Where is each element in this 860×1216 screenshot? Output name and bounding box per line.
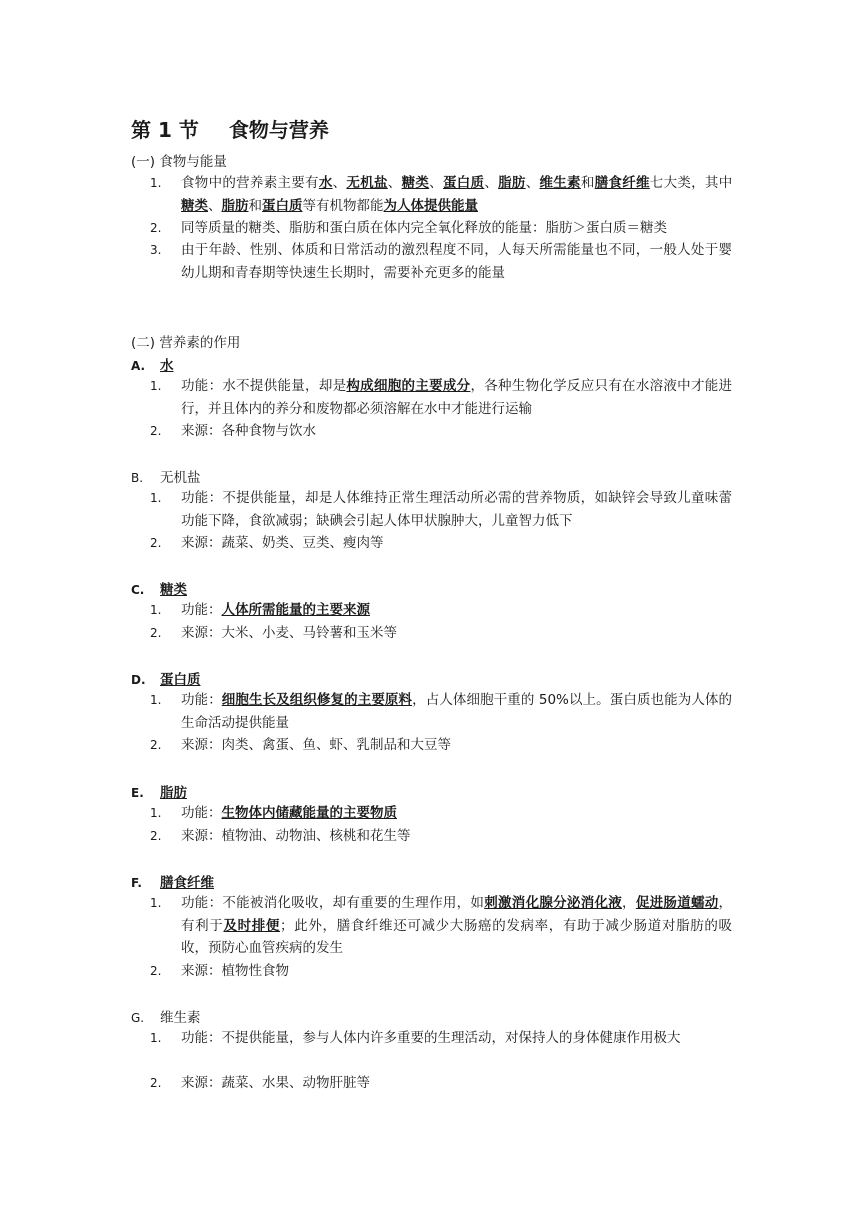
text-segment: 功能：不提供能量，却是人体维持正常生理活动所必需的营养物质，如缺锌会导致儿童味蕾功能下降，食欲减弱；缺碘会引起人体甲状腺肿大，儿童智力低下: [181, 490, 732, 529]
group-letter: G.: [131, 1011, 145, 1025]
group-letter: F.: [131, 876, 142, 890]
keyword-text: 细胞生长及组织修复的主要原料: [221, 692, 413, 708]
text-segment: 功能：水不提供能量，却是: [181, 378, 347, 394]
text-segment: 来源：植物油、动物油、核桃和花生等: [181, 828, 411, 844]
item-number: 1.: [150, 806, 162, 820]
item-text: [181, 239, 732, 284]
item-text: [181, 420, 732, 443]
text-segment: 和: [580, 175, 595, 191]
vitamins-function-item: [150, 1027, 732, 1050]
text-segment: 、: [208, 197, 222, 214]
item-text: [181, 825, 732, 848]
section-title-text: 食物与营养: [228, 118, 329, 142]
keyword-text: 生物体内储藏能量的主要物质: [221, 805, 397, 821]
item-text: [181, 172, 732, 217]
text-segment: ，各种生物化学反应只有在水溶液中才能进行，并且体内的养分和废物都必须溶解在水中才能进行运输: [181, 378, 733, 417]
item-number: 2.: [150, 536, 162, 550]
keyword-text: 为人体提供能量: [383, 197, 478, 214]
part1-item-1: [150, 172, 732, 217]
text-segment: 功能：不能被消化吸收，却有重要的生理作用，如: [181, 895, 485, 911]
item-text: [181, 734, 732, 757]
item-text: [181, 1027, 732, 1050]
item-number: 1.: [150, 491, 162, 505]
text-segment: 由于年龄、性别、体质和日常活动的激烈程度不同，人每天所需能量也不同，一般人处于婴幼儿期和青春期等快速生长期时，需要补充更多的能量: [181, 242, 732, 281]
group-heading-carbohydrates: [131, 578, 187, 598]
minerals-function-item: [150, 487, 732, 532]
group-heading-water: [131, 354, 174, 374]
fat-function-item: [150, 802, 732, 825]
text-segment: 来源：蔬菜、水果、动物肝脏等: [181, 1075, 370, 1091]
item-number: 1.: [150, 603, 162, 617]
item-text: [181, 622, 732, 645]
part2-heading: (二) 营养素的作用: [131, 335, 241, 351]
text-segment: 等有机物都能: [302, 197, 384, 214]
minerals-source-item: [150, 532, 732, 555]
keyword-text: 糖类: [181, 197, 208, 214]
fiber-source-item: [150, 960, 732, 983]
text-segment: 、: [484, 175, 499, 191]
text-segment: 同等质量的糖类、脂肪和蛋白质在体内完全氧化释放的能量：脂肪＞蛋白质＝糖类: [181, 220, 667, 236]
text-segment: ，: [622, 895, 636, 911]
item-text: [181, 689, 732, 734]
keyword-text: 人体所需能量的主要来源: [221, 602, 370, 618]
keyword-text: 及时排便: [223, 917, 281, 934]
item-number: 1.: [150, 379, 162, 393]
text-segment: 、: [429, 175, 443, 191]
item-number: 2.: [150, 738, 162, 752]
group-letter: B.: [131, 471, 144, 485]
keyword-text: 蛋白质: [442, 175, 485, 191]
item-text: [181, 802, 732, 825]
keyword-text: 糖类: [401, 175, 430, 191]
item-text: [181, 1072, 732, 1095]
item-number: 2.: [150, 626, 162, 640]
text-segment: 功能：: [181, 692, 222, 708]
group-letter: A.: [131, 359, 146, 373]
group-label: 膳食纤维: [160, 875, 214, 891]
item-number: 1.: [150, 693, 162, 707]
text-segment: 来源：蔬菜、奶类、豆类、瘦肉等: [181, 535, 384, 551]
section-title: [131, 114, 329, 143]
item-number: 1.: [150, 896, 162, 910]
item-text: [181, 892, 732, 960]
group-label: 蛋白质: [160, 672, 201, 688]
carbohydrates-function-item: [150, 599, 732, 622]
group-letter: D.: [131, 673, 146, 687]
fat-source-item: [150, 825, 732, 848]
text-segment: 、: [525, 175, 540, 191]
item-text: [181, 599, 732, 622]
section-number: 第 1 节: [131, 118, 199, 142]
keyword-text: 刺激消化腺分泌消化液: [484, 895, 623, 911]
text-segment: 来源：各种食物与饮水: [181, 423, 316, 439]
item-number: 2.: [150, 221, 162, 235]
group-label: 无机盐: [160, 470, 201, 486]
keyword-text: 膳食纤维: [594, 175, 650, 191]
group-label: 脂肪: [160, 785, 187, 801]
text-segment: 、: [332, 175, 347, 191]
part1-item-3: [150, 239, 732, 284]
fiber-function-item: [150, 892, 732, 960]
item-text: [181, 217, 732, 240]
group-heading-fiber: [131, 871, 214, 891]
item-number: 2.: [150, 829, 162, 843]
group-heading-protein: [131, 668, 201, 688]
group-label: 维生素: [160, 1010, 201, 1026]
keyword-text: 脂肪: [498, 175, 526, 191]
keyword-text: 无机盐: [346, 175, 388, 191]
item-number: 2.: [150, 424, 162, 438]
group-letter: C.: [131, 583, 145, 597]
item-number: 3.: [150, 243, 162, 257]
text-segment: 功能：: [181, 805, 222, 821]
carbohydrates-source-item: [150, 622, 732, 645]
part1-item-2: [150, 217, 732, 240]
group-heading-minerals: [131, 466, 201, 486]
item-text: [181, 532, 732, 555]
water-function-item: [150, 375, 732, 420]
group-label: 糖类: [160, 582, 187, 598]
item-number: 2.: [150, 1076, 162, 1090]
keyword-text: 构成细胞的主要成分: [346, 378, 471, 394]
item-number: 2.: [150, 964, 162, 978]
text-segment: ，有利于: [181, 895, 733, 934]
text-segment: 和: [248, 197, 262, 214]
text-segment: 功能：: [181, 602, 222, 618]
keyword-text: 维生素: [539, 175, 581, 191]
text-segment: 来源：植物性食物: [181, 963, 289, 979]
vitamins-source-item: [150, 1072, 732, 1095]
item-text: [181, 375, 732, 420]
text-segment: 来源：肉类、禽蛋、鱼、虾、乳制品和大豆等: [181, 737, 451, 753]
item-text: [181, 960, 732, 983]
protein-source-item: [150, 734, 732, 757]
text-segment: 七大类，其中: [649, 175, 733, 191]
item-number: 1.: [150, 176, 162, 190]
text-segment: 食物中的营养素主要有: [181, 175, 319, 191]
group-heading-fat: [131, 781, 187, 801]
item-number: 1.: [150, 1031, 162, 1045]
item-text: [181, 487, 732, 532]
group-heading-vitamins: [131, 1006, 201, 1026]
keyword-text: 促进肠道蠕动: [635, 895, 719, 911]
text-segment: ；此外，膳食纤维还可减少大肠癌的发病率，有助于减少肠道对脂肪的吸收，预防心血管疾病的发生: [181, 917, 733, 956]
keyword-text: 脂肪: [221, 197, 249, 214]
group-label: 水: [160, 358, 174, 374]
text-segment: ，占人体细胞干重的 50%以上。蛋白质也能为人体的生命活动提供能量: [181, 692, 733, 731]
part1-heading: (一) 食物与能量: [131, 154, 227, 170]
keyword-text: 水: [318, 175, 333, 191]
text-segment: 、: [387, 175, 402, 191]
protein-function-item: [150, 689, 732, 734]
text-segment: 功能：不提供能量，参与人体内许多重要的生理活动，对保持人的身体健康作用极大: [181, 1030, 681, 1046]
group-letter: E.: [131, 786, 144, 800]
water-source-item: [150, 420, 732, 443]
text-segment: 来源：大米、小麦、马铃薯和玉米等: [181, 625, 397, 641]
keyword-text: 蛋白质: [262, 197, 303, 214]
